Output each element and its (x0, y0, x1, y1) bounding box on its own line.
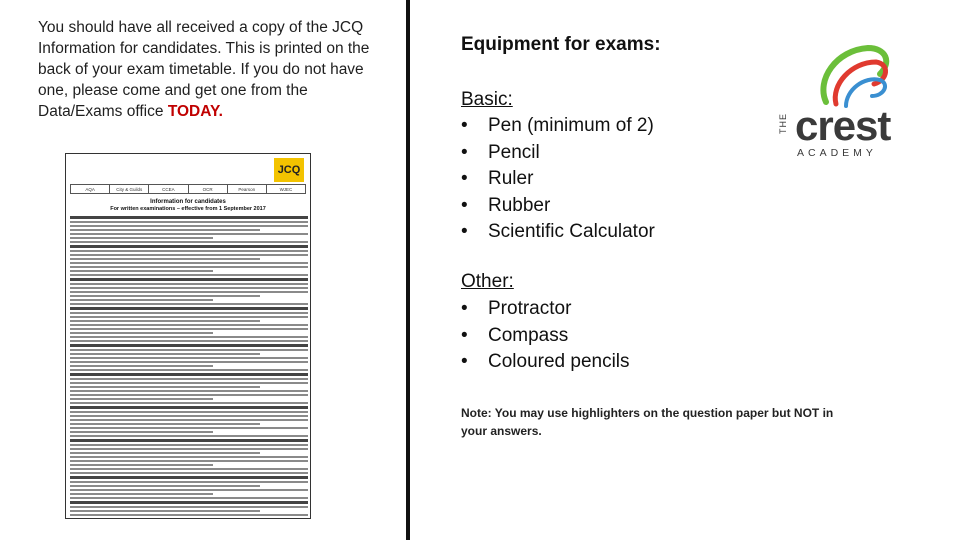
document-text-line (70, 386, 260, 388)
document-text-line (70, 431, 213, 433)
logo-academy: ACADEMY (797, 147, 877, 159)
equipment-title: Equipment for exams: (461, 34, 661, 55)
document-text-line (70, 237, 213, 239)
list-item: • Compass (461, 323, 630, 350)
jcq-document-thumbnail (65, 153, 311, 519)
document-text-line (70, 497, 308, 499)
document-text-line (70, 378, 308, 380)
document-text-line (70, 312, 308, 314)
document-text-line (70, 361, 308, 363)
bullet-icon: • (461, 351, 468, 372)
document-text-line (70, 489, 308, 491)
list-item: • Rubber (461, 193, 655, 220)
awarding-body: AQA (71, 185, 110, 193)
document-text-line (70, 229, 260, 231)
document-text-line (70, 320, 260, 322)
document-text-line (70, 456, 308, 458)
document-text-line (70, 349, 308, 351)
document-text-line (70, 254, 308, 256)
awarding-bodies-row (70, 184, 306, 194)
document-text-line (70, 332, 213, 334)
other-list (461, 296, 630, 376)
bullet-icon: • (461, 221, 468, 242)
logo-name: crest (795, 102, 891, 149)
document-text-line (70, 295, 260, 297)
other-heading: Other: (461, 271, 514, 292)
awarding-body: Pearson (228, 185, 267, 193)
document-text-line (70, 270, 213, 272)
awarding-body: WJEC (279, 187, 293, 192)
document-text-line (70, 324, 308, 326)
document-text-line (70, 233, 308, 235)
document-text-line (70, 444, 308, 446)
awarding-body: CCEA (149, 185, 188, 193)
document-text-line (70, 402, 308, 404)
document-title: Information for candidates (150, 199, 226, 205)
document-text-line (70, 245, 308, 248)
document-text-line (70, 468, 308, 470)
list-item: • Scientific Calculator (461, 219, 655, 246)
awarding-body: City & Guilds (110, 185, 149, 193)
document-text-line (70, 415, 308, 417)
intro-body: You should have all received a copy of the JCQ Information for candidates. This is printed on the back of your exam timetable. If you do not have one, please come and get one from the Data/Exams office (38, 19, 370, 120)
document-text-line (70, 266, 308, 268)
document-text-line (70, 398, 213, 400)
document-text-line (70, 250, 308, 252)
bullet-icon: • (461, 298, 468, 319)
document-text-line (70, 262, 308, 264)
document-text-line (70, 460, 308, 462)
document-text-line (70, 406, 308, 409)
bullet-icon: • (461, 194, 468, 216)
document-text-line (70, 283, 308, 285)
vertical-divider (406, 0, 410, 540)
document-text-line (70, 357, 308, 359)
document-text-line (70, 390, 308, 392)
document-text-line (70, 476, 308, 479)
document-text-line (70, 411, 308, 413)
document-text-line (70, 291, 308, 293)
document-text-line (70, 439, 308, 442)
document-text-line (70, 452, 260, 454)
bullet-icon: • (461, 168, 468, 189)
document-text-line (70, 464, 213, 466)
crest-academy-logo (776, 40, 896, 180)
document-text-line (70, 448, 308, 450)
bullet-icon: • (461, 324, 468, 346)
logo-the: THE (778, 113, 788, 134)
awarding-body: OCR (189, 185, 228, 193)
document-text-line (70, 316, 308, 318)
document-text-line (70, 423, 260, 425)
document-text-line (70, 344, 308, 347)
document-text-line (70, 299, 213, 301)
list-item: • Coloured pencils (461, 349, 630, 376)
document-text-line (70, 501, 308, 504)
document-text-line (70, 340, 308, 342)
basic-list (461, 113, 655, 246)
bullet-icon: • (461, 115, 468, 136)
document-text-line (70, 287, 308, 289)
document-text-line (70, 278, 308, 281)
document-text-line (70, 369, 308, 371)
list-item: • Pen (minimum of 2) (461, 113, 655, 140)
list-item: • Ruler (461, 166, 655, 193)
list-item: • Protractor (461, 296, 630, 323)
document-text-line (70, 373, 308, 376)
highlighter-note: Note: You may use highlighters on the question paper but NOT in your answers. (461, 406, 834, 438)
document-text-line (70, 472, 308, 474)
document-text-line (70, 419, 308, 421)
document-text-line (70, 336, 308, 338)
document-text-line (70, 258, 260, 260)
document-text-line (70, 225, 308, 227)
document-text-line (70, 481, 308, 483)
document-text-line (70, 221, 308, 223)
list-item: • Pencil (461, 140, 655, 167)
document-text-line (70, 394, 308, 396)
document-text-line (70, 382, 308, 384)
bullet-icon: • (461, 141, 468, 163)
document-text-line (70, 506, 308, 508)
document-text-line (70, 353, 260, 355)
logo-swirl-icon (776, 40, 896, 110)
document-text-line (70, 365, 213, 367)
document-text-line (70, 514, 308, 516)
document-text-line (70, 216, 308, 219)
basic-heading: Basic: (461, 89, 513, 110)
document-text-line (70, 328, 308, 330)
document-text-line (70, 518, 213, 519)
document-text-line (70, 493, 213, 495)
document-text-line (70, 241, 308, 243)
document-body-lines (70, 216, 308, 519)
jcq-badge: JCQ (274, 158, 304, 182)
document-subtitle: For written examinations – effective from 1 September 2017 (110, 206, 266, 212)
document-text-line (70, 303, 308, 305)
document-text-line (70, 435, 308, 437)
document-text-line (70, 274, 308, 276)
document-text-line (70, 485, 260, 487)
intro-text (38, 17, 388, 122)
today-highlight: TODAY. (167, 103, 223, 120)
document-text-line (70, 307, 308, 310)
document-text-line (70, 510, 260, 512)
document-text-line (70, 427, 308, 429)
